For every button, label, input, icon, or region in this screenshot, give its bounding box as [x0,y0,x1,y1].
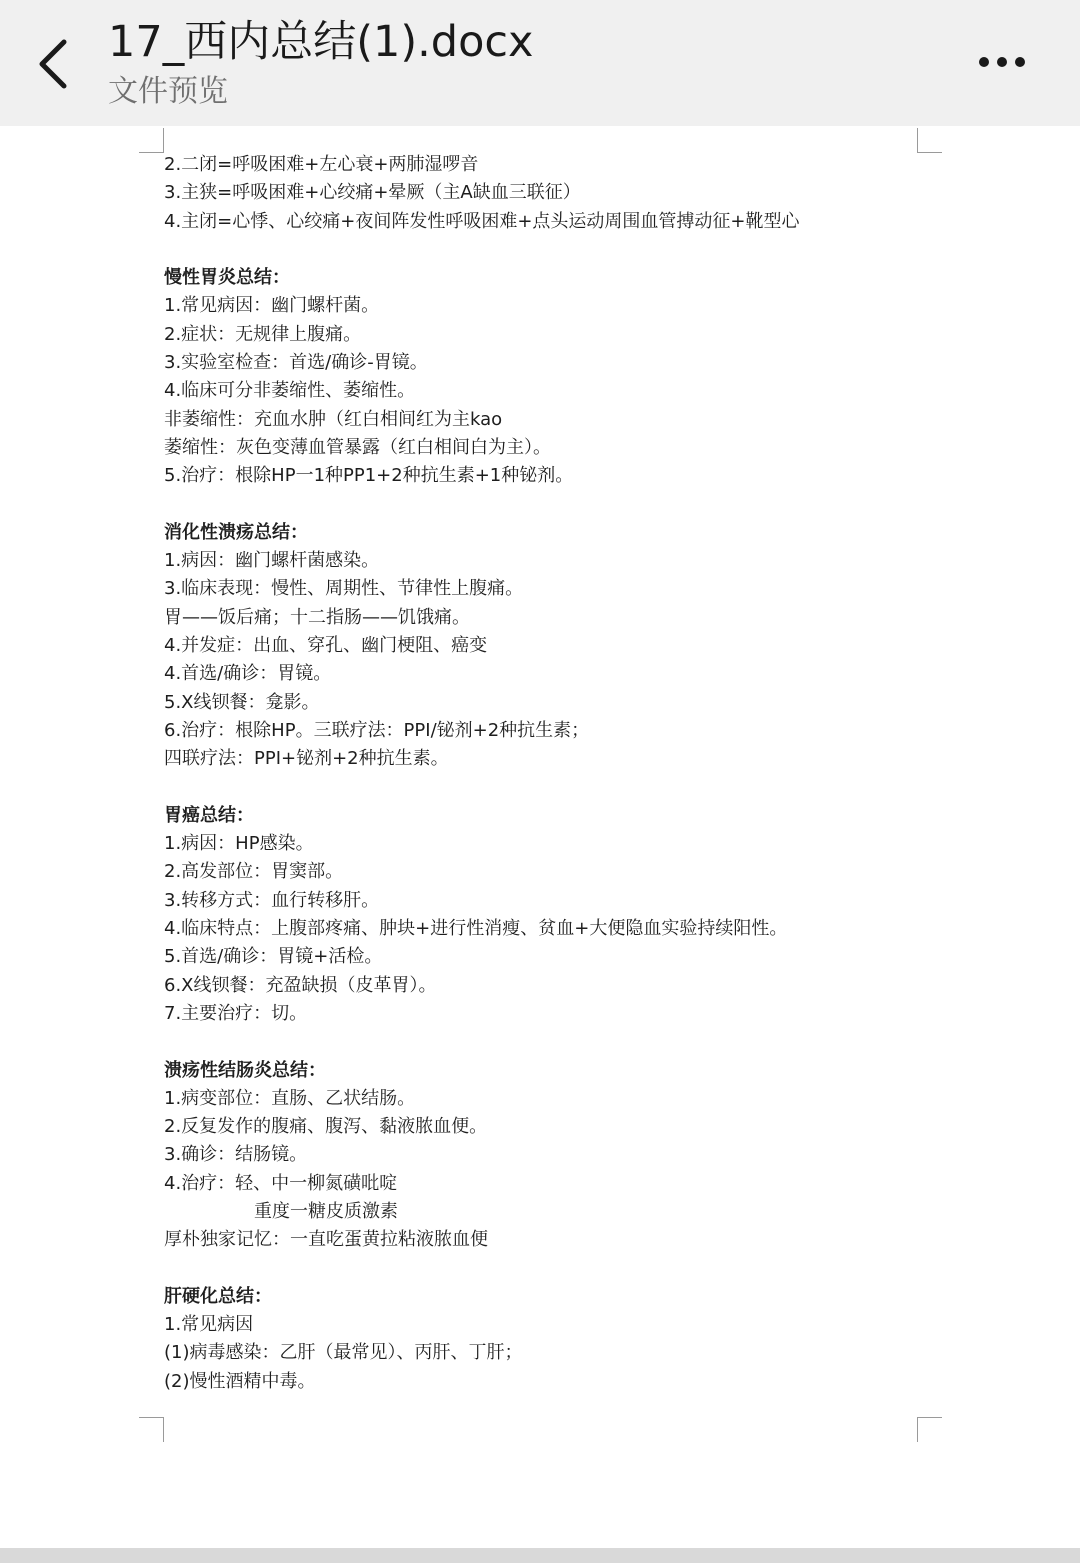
text-line: 1.病变部位：直肠、乙状结肠。 [164,1087,416,1109]
text-line: 5.首选/确诊：胃镜+活检。 [164,946,383,968]
document-content [164,151,904,1396]
text-line: 2.反复发作的腹痛、腹泻、黏液脓血便。 [164,1116,488,1138]
section-heading: 胃癌总结： [164,804,254,826]
section-heading: 慢性胃炎总结： [164,267,290,289]
text-line: 3.确诊：结肠镜。 [164,1144,308,1166]
text-line: 2.二闭=呼吸困难+左心衰+两肺湿啰音 [164,154,479,175]
document-title: 17_西内总结(1).docx [108,17,534,67]
text-line: 1.病因：幽门螺杆菌感染。 [164,550,380,572]
text-line: 4.临床可分非萎缩性、萎缩性。 [164,380,416,402]
text-line: 2.症状：无规律上腹痛。 [164,323,362,345]
text-line: 3.实验室检查：首选/确诊-胃镜。 [164,352,428,374]
text-line: 7.主要治疗：切。 [164,1002,308,1024]
page-corner-mark [139,1417,164,1442]
page-corner-mark [917,128,942,153]
text-line: 3.主狭=呼吸困难+心绞痛+晕厥（主A缺血三联征） [164,182,581,204]
text-line: (2)慢性酒精中毒。 [164,1370,316,1392]
more-horizontal-icon [970,40,1034,84]
text-line: 4.首选/确诊：胃镜。 [164,663,332,685]
document-subtitle: 文件预览 [108,74,228,109]
text-line: 5.治疗：根除HP一1种PP1+2种抗生素+1种铋剂。 [164,465,574,487]
text-line: 四联疗法：PPI+铋剂+2种抗生素。 [164,748,449,770]
text-line: 1.病因：HP感染。 [164,833,314,855]
blank-line [164,236,904,264]
page-corner-mark [139,128,164,153]
text-line: 非萎缩性：充血水肿（红白相间红为主kao [164,408,503,430]
blank-line [164,1255,904,1283]
bottom-scroll-edge [0,1548,1080,1563]
text-line: 厚朴独家记忆：一直吃蛋黄拉粘液脓血便 [164,1229,488,1251]
text-line: 萎缩性：灰色变薄血管暴露（红白相间白为主）。 [164,436,551,458]
more-options-button[interactable] [970,40,1034,84]
text-line: (1)病毒感染：乙肝（最常见）、丙肝、丁肝； [164,1342,523,1364]
document-page[interactable] [0,126,1080,1546]
section-heading: 消化性溃疡总结： [164,521,308,543]
text-line: 3.临床表现：慢性、周期性、节律性上腹痛。 [164,578,524,600]
blank-line [164,774,904,802]
section-heading: 肝硬化总结： [164,1285,272,1307]
text-line: 4.并发症：出血、穿孔、幽门梗阻、癌变 [164,635,488,657]
text-line: 3.转移方式：血行转移肝。 [164,889,380,911]
text-line: 2.高发部位：胃窦部。 [164,861,344,883]
blank-line [164,1028,904,1056]
top-app-bar [0,0,1080,126]
text-line: 胃——饭后痛；十二指肠——饥饿痛。 [164,606,470,628]
text-line: 重度一糖皮质激素 [254,1200,398,1222]
text-line: 5.X线钡餐：龛影。 [164,691,320,713]
text-line: 6.X线钡餐：充盈缺损（皮革胃）。 [164,974,437,996]
title-block [108,14,534,112]
text-line: 6.治疗：根除HP。三联疗法：PPI/铋剂+2种抗生素； [164,719,590,741]
blank-line [164,491,904,519]
text-line: 1.常见病因：幽门螺杆菌。 [164,295,380,317]
text-line: 4.治疗：轻、中一柳氮磺吡啶 [164,1172,398,1194]
back-button[interactable] [22,26,86,98]
text-line: 1.常见病因 [164,1314,254,1336]
chevron-left-icon [22,26,86,98]
section-heading: 溃疡性结肠炎总结： [164,1059,326,1081]
text-line: 4.主闭=心悸、心绞痛+夜间阵发性呼吸困难+点头运动周围血管搏动征+靴型心 [164,210,800,232]
text-line: 4.临床特点：上腹部疼痛、肿块+进行性消瘦、贫血+大便隐血实验持续阳性。 [164,918,788,940]
page-corner-mark [917,1417,942,1442]
